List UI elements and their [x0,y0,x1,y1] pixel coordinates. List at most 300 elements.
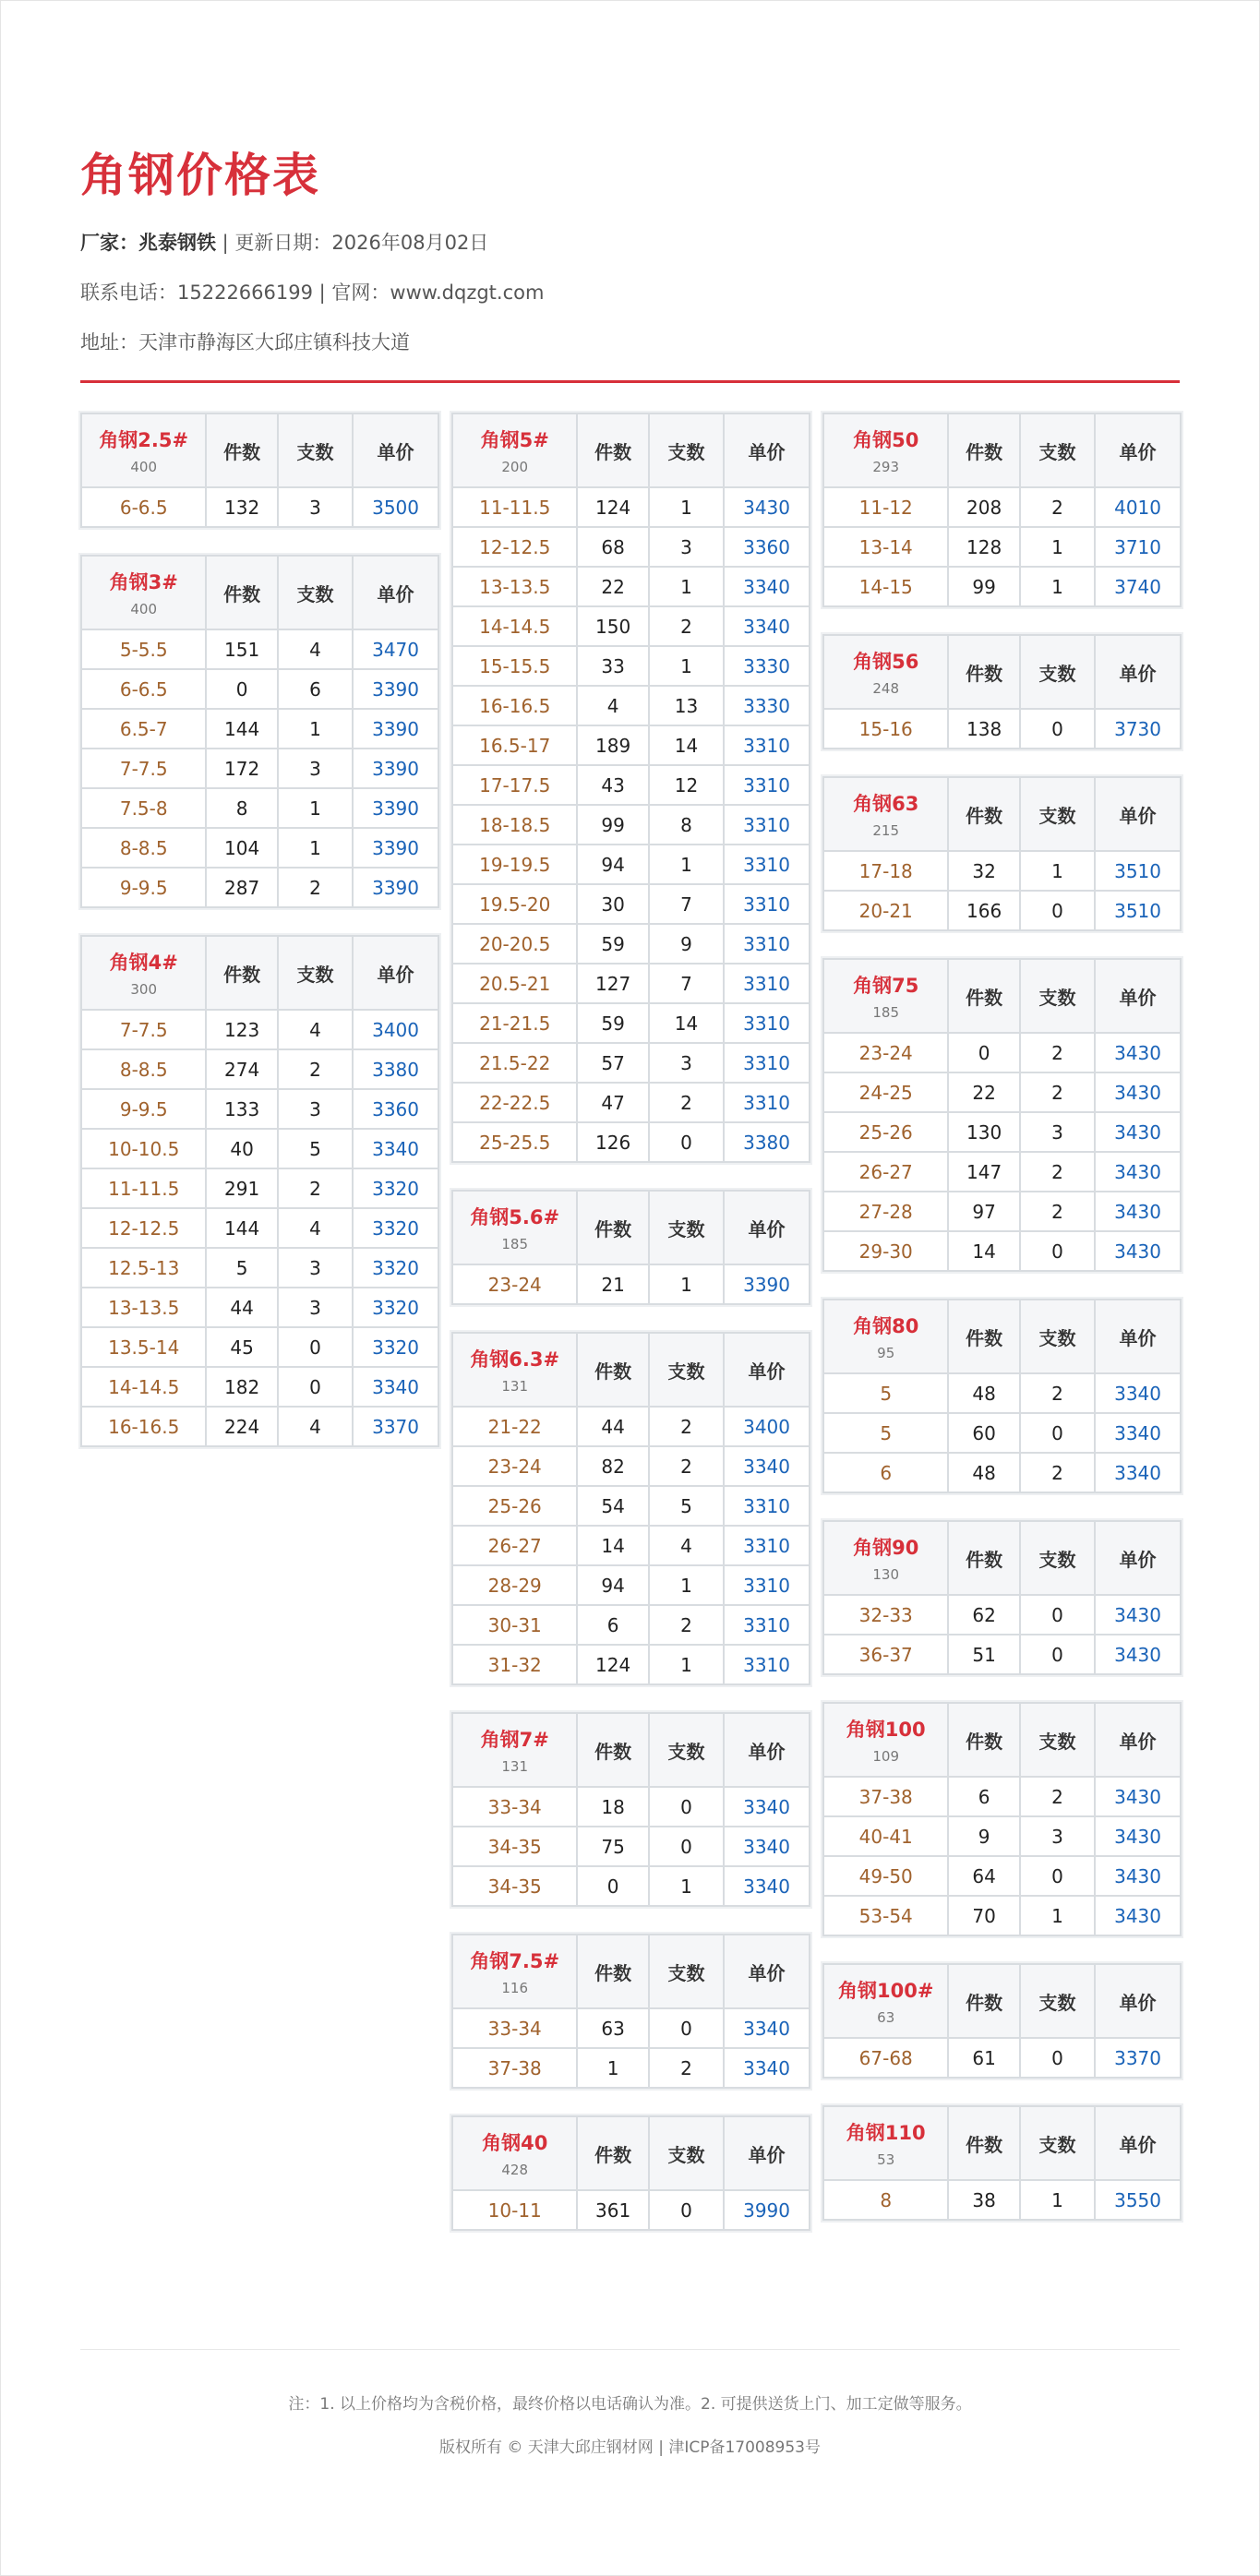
size-cell: 37-38 [823,1777,948,1816]
sticks-cell: 2 [649,1446,724,1486]
table-row [823,1373,1181,1413]
price-table [822,1520,1182,1675]
table-header [452,1935,810,2008]
spec-cell [823,635,948,709]
header-pieces: 件数 [948,777,1019,851]
price-table [451,1332,810,1685]
sticks-cell: 2 [1020,1192,1095,1231]
size-cell: 40-41 [823,1816,948,1856]
pieces-cell: 33 [577,646,648,686]
size-cell: 16-16.5 [81,1407,206,1446]
price-cell: 3340 [353,1367,438,1407]
size-cell: 53-54 [823,1896,948,1935]
header-pieces: 件数 [948,1521,1019,1595]
sticks-cell: 12 [649,765,724,805]
sticks-cell: 0 [1020,1595,1095,1635]
price-cell: 3510 [1095,851,1181,891]
header-divider [80,380,1180,383]
size-cell: 20-20.5 [452,924,577,964]
table-row [823,527,1181,567]
table-row [823,1112,1181,1152]
spec-cell [823,1300,948,1373]
header-sticks: 支数 [278,413,353,487]
pieces-cell: 144 [206,709,277,749]
sticks-cell: 1 [649,845,724,884]
table-row [81,669,438,709]
table-header [81,556,438,629]
header-sticks: 支数 [1020,1703,1095,1777]
spec-cell [823,1703,948,1777]
sticks-cell: 6 [278,669,353,709]
spec-name: 角钢5.6# [470,1206,560,1228]
size-cell: 14-15 [823,567,948,606]
price-cell: 3430 [724,487,810,527]
pieces-cell: 166 [948,891,1019,930]
sticks-cell: 4 [649,1526,724,1565]
price-cell: 3340 [1095,1413,1181,1453]
header-sticks: 支数 [1020,413,1095,487]
size-cell: 33-34 [452,1787,577,1827]
header-sticks: 支数 [649,2116,724,2190]
price-cell: 3390 [353,709,438,749]
header-price: 单价 [1095,1703,1181,1777]
price-cell: 3310 [724,924,810,964]
sticks-cell: 3 [278,749,353,788]
sticks-cell: 0 [1020,2038,1095,2078]
pieces-cell: 61 [948,2038,1019,2078]
size-cell: 6-6.5 [81,669,206,709]
price-cell: 3310 [724,1565,810,1605]
pieces-cell: 59 [577,924,648,964]
pieces-cell: 48 [948,1453,1019,1492]
sticks-cell: 7 [649,884,724,924]
spec-cell [452,1935,577,2008]
spec-name: 角钢100# [838,1980,934,2002]
header-pieces: 件数 [948,635,1019,709]
sticks-cell: 0 [1020,1231,1095,1271]
table-header [452,413,810,487]
price-cell: 3380 [353,1049,438,1089]
spec-count: 116 [501,1980,529,1996]
sticks-cell: 1 [649,1645,724,1684]
spec-count: 248 [872,680,900,697]
size-cell: 36-37 [823,1635,948,1674]
header-pieces: 件数 [948,959,1019,1033]
size-cell: 7.5-8 [81,788,206,828]
spec-cell [823,777,948,851]
price-cell: 4010 [1095,487,1181,527]
table-row [452,964,810,1003]
sticks-cell: 0 [649,2008,724,2048]
sticks-cell: 0 [649,1827,724,1866]
table-row [823,1896,1181,1935]
pieces-cell: 124 [577,487,648,527]
table-row [81,1367,438,1407]
pieces-cell: 99 [948,567,1019,606]
pieces-cell: 68 [577,527,648,567]
price-cell: 3500 [353,487,438,527]
header-price: 单价 [1095,413,1181,487]
header-sticks: 支数 [1020,1300,1095,1373]
table-row [81,1129,438,1168]
price-cell: 3390 [353,828,438,868]
sticks-cell: 1 [649,1565,724,1605]
table-header [823,1300,1181,1373]
price-cell: 3310 [724,1605,810,1645]
table-row [823,1152,1181,1192]
spec-cell [452,413,577,487]
manufacturer-name: 兆泰钢铁 [138,232,216,254]
spec-name: 角钢40 [482,2132,548,2154]
table-row [452,1486,810,1526]
table-row [452,1264,810,1304]
price-cell: 3430 [1095,1231,1181,1271]
pieces-cell: 43 [577,765,648,805]
size-cell: 29-30 [823,1231,948,1271]
sticks-cell: 0 [278,1327,353,1367]
price-cell: 3430 [1095,1816,1181,1856]
size-cell: 24-25 [823,1072,948,1112]
footer-note: 注：1. 以上价格均为含税价格，最终价格以电话确认为准。2. 可提供送货上门、加工定做等服务。 [288,2395,972,2414]
price-table [451,1934,810,2089]
size-cell: 7-7.5 [81,1010,206,1049]
price-cell: 3430 [1095,1112,1181,1152]
pieces-cell: 22 [577,567,648,606]
table-row [823,1192,1181,1231]
size-cell: 11-12 [823,487,948,527]
table-header [823,1703,1181,1777]
size-cell: 12.5-13 [81,1248,206,1288]
sticks-cell: 2 [278,1168,353,1208]
spec-count: 293 [872,459,900,475]
size-cell: 23-24 [452,1264,577,1304]
size-cell: 31-32 [452,1645,577,1684]
table-row [452,527,810,567]
table-header [823,2106,1181,2180]
table-row [81,1208,438,1248]
size-cell: 19.5-20 [452,884,577,924]
table-row [823,709,1181,749]
sticks-cell: 1 [649,1264,724,1304]
table-row [823,2180,1181,2220]
pieces-cell: 124 [577,1645,648,1684]
price-table [822,2105,1182,2221]
size-cell: 12-12.5 [452,527,577,567]
size-cell: 49-50 [823,1856,948,1896]
price-cell: 3310 [724,725,810,765]
spec-name: 角钢7# [480,1729,549,1751]
table-row [823,1595,1181,1635]
sticks-cell: 1 [278,709,353,749]
pieces-cell: 60 [948,1413,1019,1453]
price-cell: 3310 [724,845,810,884]
pieces-cell: 182 [206,1367,277,1407]
header-pieces: 件数 [206,936,277,1010]
pieces-cell: 59 [577,1003,648,1043]
pieces-cell: 5 [206,1248,277,1288]
size-cell: 25-26 [823,1112,948,1152]
size-cell: 15-16 [823,709,948,749]
price-cell: 3320 [353,1248,438,1288]
price-cell: 3370 [353,1407,438,1446]
sticks-cell: 2 [649,606,724,646]
price-cell: 3430 [1095,1896,1181,1935]
price-table [451,413,810,1163]
table-row [452,567,810,606]
sticks-cell: 4 [278,1407,353,1446]
price-cell: 3430 [1095,1635,1181,1674]
table-row [452,1605,810,1645]
price-cell: 3310 [724,964,810,1003]
header-price: 单价 [1095,959,1181,1033]
pieces-cell: 287 [206,868,277,907]
sticks-cell: 1 [278,828,353,868]
pieces-cell: 57 [577,1043,648,1083]
table-row [452,686,810,725]
pieces-cell: 132 [206,487,277,527]
spec-name: 角钢4# [109,952,178,974]
sticks-cell: 4 [278,629,353,669]
size-cell: 16.5-17 [452,725,577,765]
size-cell: 7-7.5 [81,749,206,788]
spec-count: 185 [872,1004,900,1021]
sticks-cell: 2 [649,1407,724,1446]
pieces-cell: 63 [577,2008,648,2048]
sticks-cell: 0 [649,2190,724,2230]
price-cell: 3320 [353,1288,438,1327]
price-cell: 3390 [353,749,438,788]
pieces-cell: 208 [948,487,1019,527]
price-table [451,2115,810,2231]
price-table [451,1190,810,1305]
header-price: 单价 [724,1333,810,1407]
pieces-cell: 45 [206,1327,277,1367]
table-row [81,1327,438,1367]
table-row [81,1248,438,1288]
spec-count: 131 [501,1758,529,1775]
header-price: 单价 [1095,777,1181,851]
pieces-cell: 14 [577,1526,648,1565]
spec-name: 角钢75 [853,975,919,997]
table-header [81,936,438,1010]
price-cell: 3310 [724,805,810,845]
contact-line: 联系电话：15222666199 | 官网：www.dqzgt.com [80,282,545,304]
price-cell: 3310 [724,1003,810,1043]
price-cell: 3360 [353,1089,438,1129]
sticks-cell: 0 [278,1367,353,1407]
header-price: 单价 [724,2116,810,2190]
size-cell: 8-8.5 [81,1049,206,1089]
size-cell: 20-21 [823,891,948,930]
sticks-cell: 3 [278,1288,353,1327]
price-table [822,634,1182,749]
spec-name: 角钢110 [846,2122,926,2144]
header-pieces: 件数 [948,1300,1019,1373]
size-cell: 11-11.5 [452,487,577,527]
spec-count: 53 [877,2151,895,2168]
sticks-cell: 9 [649,924,724,964]
price-cell: 3470 [353,629,438,669]
price-cell: 3340 [353,1129,438,1168]
sticks-cell: 0 [1020,1856,1095,1896]
price-column-2 [451,413,810,2258]
table-row [452,805,810,845]
pieces-cell: 44 [577,1407,648,1446]
size-cell: 10-10.5 [81,1129,206,1168]
spec-count: 200 [501,459,529,475]
size-cell: 21-21.5 [452,1003,577,1043]
sticks-cell: 4 [278,1010,353,1049]
price-cell: 3310 [724,1526,810,1565]
sticks-cell: 0 [649,1787,724,1827]
pieces-cell: 147 [948,1152,1019,1192]
table-row [823,851,1181,891]
pieces-cell: 361 [577,2190,648,2230]
size-cell: 6.5-7 [81,709,206,749]
sticks-cell: 1 [649,567,724,606]
price-cell: 3340 [1095,1453,1181,1492]
pieces-cell: 4 [577,686,648,725]
pieces-cell: 14 [948,1231,1019,1271]
table-row [452,1446,810,1486]
table-row [452,1827,810,1866]
price-cell: 3390 [724,1264,810,1304]
pieces-cell: 47 [577,1083,648,1122]
table-header [81,413,438,487]
table-header [452,1191,810,1264]
table-header [823,635,1181,709]
header-pieces: 件数 [577,2116,648,2190]
pieces-cell: 0 [948,1033,1019,1072]
table-row [823,1816,1181,1856]
pieces-cell: 38 [948,2180,1019,2220]
sticks-cell: 2 [1020,1033,1095,1072]
spec-name: 角钢6.3# [470,1348,560,1371]
price-cell: 3730 [1095,709,1181,749]
header-sticks: 支数 [649,1935,724,2008]
size-cell: 15-15.5 [452,646,577,686]
size-cell: 18-18.5 [452,805,577,845]
spec-count: 95 [877,1345,895,1361]
price-column-3 [822,413,1182,2247]
price-cell: 3390 [353,669,438,709]
size-cell: 19-19.5 [452,845,577,884]
header-sticks: 支数 [1020,2106,1095,2180]
spec-cell [452,1191,577,1264]
price-cell: 3310 [724,765,810,805]
header-price: 单价 [353,936,438,1010]
page-title: 角钢价格表 [80,149,320,202]
header-sticks: 支数 [649,1713,724,1787]
pieces-cell: 62 [948,1595,1019,1635]
price-cell: 3430 [1095,1072,1181,1112]
sticks-cell: 0 [1020,891,1095,930]
pieces-cell: 9 [948,1816,1019,1856]
pieces-cell: 6 [577,1605,648,1645]
price-table [822,1702,1182,1936]
manufacturer-line [80,228,488,256]
sticks-cell: 3 [278,1089,353,1129]
sticks-cell: 1 [649,1866,724,1906]
table-row [452,1645,810,1684]
pieces-cell: 172 [206,749,277,788]
table-row [452,1565,810,1605]
size-cell: 34-35 [452,1866,577,1906]
size-cell: 10-11 [452,2190,577,2230]
sticks-cell: 4 [278,1208,353,1248]
header-price: 单价 [1095,2106,1181,2180]
sticks-cell: 2 [1020,1072,1095,1112]
price-table [822,1963,1182,2079]
spec-cell [823,959,948,1033]
header-price: 单价 [1095,635,1181,709]
sticks-cell: 3 [278,1248,353,1288]
price-column-1 [80,413,439,1474]
sticks-cell: 1 [278,788,353,828]
header-price: 单价 [724,1713,810,1787]
size-cell: 9-9.5 [81,1089,206,1129]
header-price: 单价 [724,1191,810,1264]
spec-name: 角钢5# [480,429,549,451]
table-row [823,891,1181,930]
size-cell: 5-5.5 [81,629,206,669]
table-row [452,2008,810,2048]
size-cell: 13-13.5 [452,567,577,606]
table-row [452,725,810,765]
spec-cell [823,1964,948,2038]
size-cell: 22-22.5 [452,1083,577,1122]
size-cell: 37-38 [452,2048,577,2088]
sticks-cell: 2 [1020,1777,1095,1816]
size-cell: 8-8.5 [81,828,206,868]
header-sticks: 支数 [649,1333,724,1407]
header-sticks: 支数 [278,556,353,629]
sticks-cell: 8 [649,805,724,845]
header-pieces: 件数 [206,413,277,487]
table-header [452,2116,810,2190]
spec-cell [823,413,948,487]
size-cell: 23-24 [452,1446,577,1486]
table-row [81,1089,438,1129]
pieces-cell: 48 [948,1373,1019,1413]
manufacturer-label: 厂家： [80,232,138,254]
table-row [81,828,438,868]
price-cell: 3310 [724,1083,810,1122]
header-sticks: 支数 [1020,1964,1095,2038]
spec-cell [81,556,206,629]
pieces-cell: 128 [948,527,1019,567]
table-row [452,1526,810,1565]
sticks-cell: 5 [649,1486,724,1526]
header-price: 单价 [1095,1521,1181,1595]
pieces-cell: 291 [206,1168,277,1208]
sticks-cell: 1 [1020,527,1095,567]
table-header [823,413,1181,487]
sticks-cell: 1 [1020,1896,1095,1935]
price-cell: 3510 [1095,891,1181,930]
spec-count: 400 [130,459,158,475]
pieces-cell: 94 [577,845,648,884]
sticks-cell: 5 [278,1129,353,1168]
price-cell: 3400 [353,1010,438,1049]
size-cell: 5 [823,1413,948,1453]
size-cell: 6-6.5 [81,487,206,527]
price-cell: 3430 [1095,1192,1181,1231]
price-cell: 3390 [353,868,438,907]
sticks-cell: 2 [649,2048,724,2088]
sticks-cell: 3 [1020,1816,1095,1856]
price-cell: 3320 [353,1208,438,1248]
